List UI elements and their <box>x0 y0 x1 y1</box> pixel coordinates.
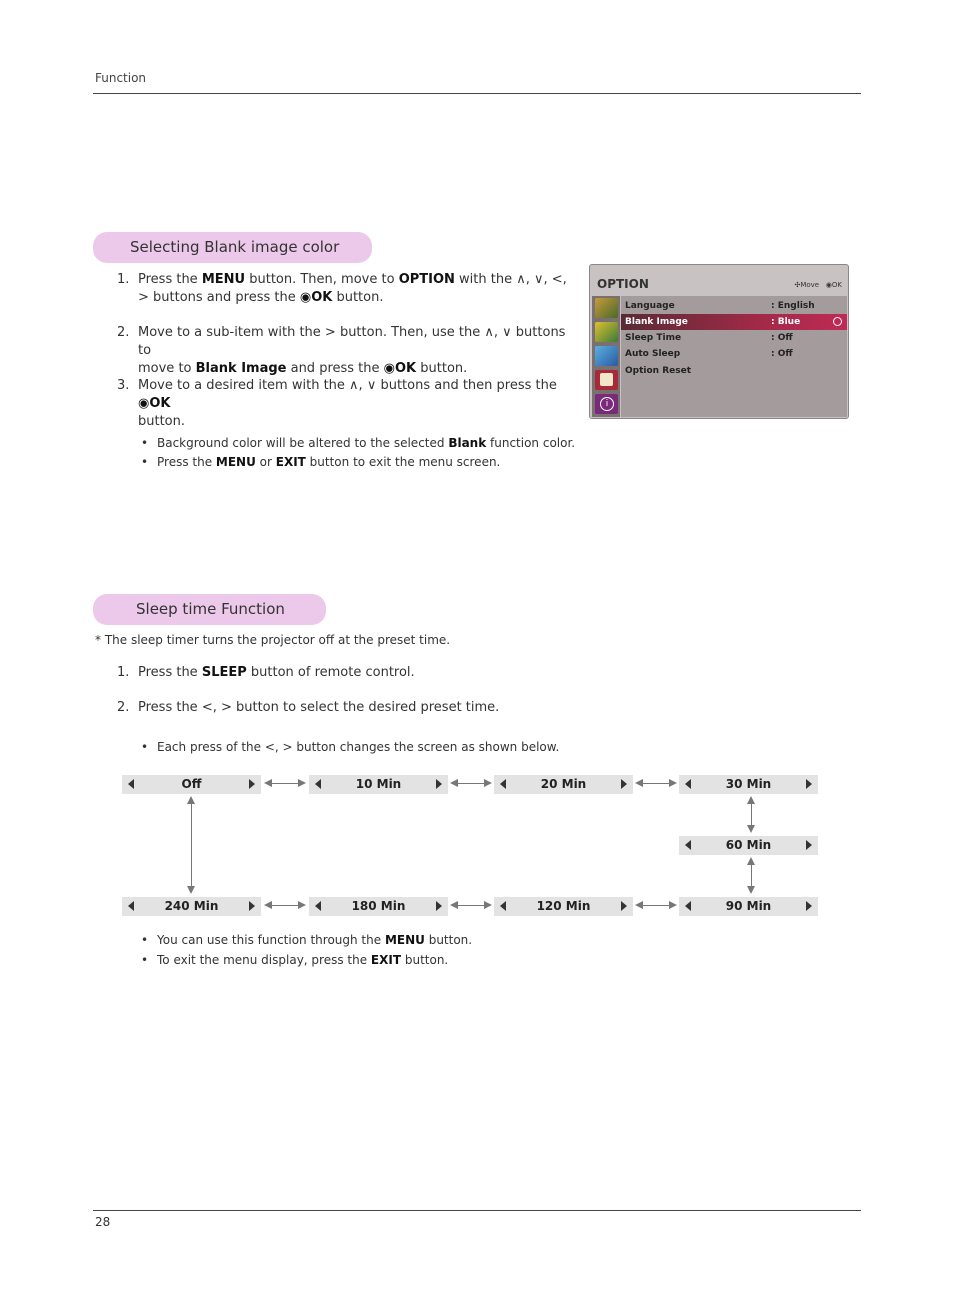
step-text: move to <box>138 361 196 376</box>
sleep-step-1 <box>117 664 577 682</box>
osd-row-value: : Blue <box>771 317 801 327</box>
menu-key-label: MENU <box>215 455 256 469</box>
osd-row-label: Sleep Time <box>625 333 682 343</box>
osd-sidebar <box>592 296 620 417</box>
screen-menu-icon[interactable] <box>595 346 618 366</box>
picture-adjust-icon[interactable] <box>595 322 618 342</box>
step-text: Press the <box>138 665 202 680</box>
bullet-text: You can use this function through the <box>157 933 385 947</box>
select-icon <box>833 317 842 326</box>
sleep-option-label: 10 Min <box>355 777 402 791</box>
page-number: 28 <box>95 1215 111 1229</box>
sleep-section-title <box>93 594 326 625</box>
right-arrow-icon <box>436 901 442 911</box>
blank-step-3 <box>117 377 577 429</box>
sleep-option-120 <box>494 897 633 916</box>
blank-step-1 <box>117 271 577 307</box>
right-arrow-icon <box>806 901 812 911</box>
bullet-dot: • <box>141 740 149 754</box>
osd-option-list <box>621 296 847 417</box>
sleep-bullet-2 <box>141 952 581 968</box>
footer-rule <box>93 1210 861 1211</box>
ok-key-label: ◉OK <box>138 396 171 411</box>
step-number: 1. <box>117 665 130 680</box>
exit-key-label: EXIT <box>370 953 402 967</box>
sleep-option-label: 30 Min <box>725 777 772 791</box>
sleep-option-label: 180 Min <box>351 899 406 913</box>
step-text: button. <box>332 290 384 305</box>
sleep-note: * The sleep timer turns the projector off at the preset time. <box>95 633 451 647</box>
sleep-option-10 <box>309 775 448 794</box>
ok-key-label: ◉OK <box>299 290 333 305</box>
step-text: button. <box>138 414 186 429</box>
step-text: button. Then, move to <box>245 272 399 287</box>
move-icon: ✣ <box>794 281 801 289</box>
osd-row-auto-sleep[interactable] <box>621 346 847 362</box>
osd-hint-ok: OK <box>831 281 842 289</box>
bullet-text: Press the <box>157 455 216 469</box>
right-arrow-icon <box>249 901 255 911</box>
right-arrow-icon <box>806 840 812 850</box>
osd-title: OPTION <box>597 277 649 291</box>
sleep-option-label: 90 Min <box>725 899 772 913</box>
bullet-dot: • <box>141 436 149 450</box>
menu-key-label: MENU <box>384 933 425 947</box>
section-label: Function <box>95 71 147 85</box>
picture-menu-icon[interactable] <box>595 298 618 318</box>
right-arrow-icon <box>621 901 627 911</box>
right-arrow-icon <box>249 779 255 789</box>
bullet-text: Each press of the <, > button changes the screen as shown below. <box>157 740 560 754</box>
sleep-option-30 <box>679 775 818 794</box>
bullet-text: Background color will be altered to the selected <box>157 436 449 450</box>
step-number: 1. <box>117 272 130 287</box>
bullet-text: button to exit the menu screen. <box>305 455 501 469</box>
option-menu-icon[interactable] <box>595 370 618 390</box>
bullet-text: To exit the menu display, press the <box>157 953 371 967</box>
bullet-text: button. <box>401 953 449 967</box>
step-text: with the ∧, ∨, <, <box>454 272 567 287</box>
osd-row-value: : Off <box>771 349 793 359</box>
osd-row-label: Auto Sleep <box>625 349 681 359</box>
sleep-bullet-1 <box>141 932 581 948</box>
right-arrow-icon <box>436 779 442 789</box>
step-number: 3. <box>117 378 130 393</box>
step-text: and press the <box>286 361 384 376</box>
header-rule <box>93 93 861 94</box>
osd-row-blank-image[interactable] <box>621 314 847 330</box>
option-menu-screen <box>589 264 849 419</box>
osd-row-label: Language <box>625 301 675 311</box>
sleep-cycle-bullet <box>141 739 581 755</box>
step-number: 2. <box>117 700 130 715</box>
sleep-option-label: 240 Min <box>164 899 219 913</box>
step-text: Press the <, > button to select the desired preset time. <box>138 700 500 715</box>
blank-section-title-text: Selecting Blank image color <box>130 238 340 256</box>
menu-key-label: MENU <box>201 272 246 287</box>
ok-key-label: ◉OK <box>383 361 417 376</box>
info-icon[interactable]: i <box>595 394 618 414</box>
step-text: button of remote control. <box>246 665 415 680</box>
bullet-text: button. <box>424 933 473 947</box>
bullet-text: function color. <box>486 436 576 450</box>
exit-key-label: EXIT <box>275 455 306 469</box>
sleep-option-20 <box>494 775 633 794</box>
sleep-option-off <box>122 775 261 794</box>
blank-bullet-2 <box>141 454 581 470</box>
step-text: Move to a desired item with the ∧, ∨ buttons and then press the <box>138 378 557 393</box>
bullet-dot: • <box>141 953 149 967</box>
sleep-option-label: 20 Min <box>540 777 587 791</box>
osd-row-sleep-time[interactable] <box>621 330 847 346</box>
sleep-option-90 <box>679 897 818 916</box>
osd-row-label: Blank Image <box>625 317 688 327</box>
step-text: Press the <box>138 272 202 287</box>
osd-row-label: Option Reset <box>625 366 692 376</box>
ok-icon: ◉ <box>825 281 832 289</box>
sleep-option-60 <box>679 836 818 855</box>
blank-bullet-1 <box>141 435 581 451</box>
right-arrow-icon <box>621 779 627 789</box>
bullet-text: or <box>255 455 276 469</box>
right-arrow-icon <box>806 779 812 789</box>
osd-row-value: : English <box>771 301 815 311</box>
blank-section-title <box>93 232 372 263</box>
sleep-step-2 <box>117 699 577 717</box>
osd-hint <box>794 281 842 289</box>
option-key-label: OPTION <box>398 272 455 287</box>
step-text: > buttons and press the <box>138 290 300 305</box>
osd-row-option-reset[interactable] <box>621 363 847 379</box>
step-text: Move to a sub-item with the > button. Then, use the ∧, ∨ buttons to <box>138 325 566 358</box>
sleep-option-180 <box>309 897 448 916</box>
sleep-option-240 <box>122 897 261 916</box>
blank-key-label: Blank <box>448 436 487 450</box>
sleep-key-label: SLEEP <box>201 665 247 680</box>
sleep-option-label: Off <box>181 777 202 791</box>
sleep-option-label: 60 Min <box>725 838 772 852</box>
step-text: button. <box>416 361 468 376</box>
blank-image-label: Blank Image <box>195 361 287 376</box>
osd-row-language[interactable] <box>621 298 847 314</box>
blank-step-2 <box>117 324 577 376</box>
bullet-dot: • <box>141 455 149 469</box>
sleep-section-title-text: Sleep time Function <box>136 600 285 618</box>
bullet-dot: • <box>141 933 149 947</box>
sleep-option-label: 120 Min <box>536 899 591 913</box>
osd-row-value: : Off <box>771 333 793 343</box>
step-number: 2. <box>117 325 130 340</box>
osd-hint-move: Move <box>800 281 820 289</box>
